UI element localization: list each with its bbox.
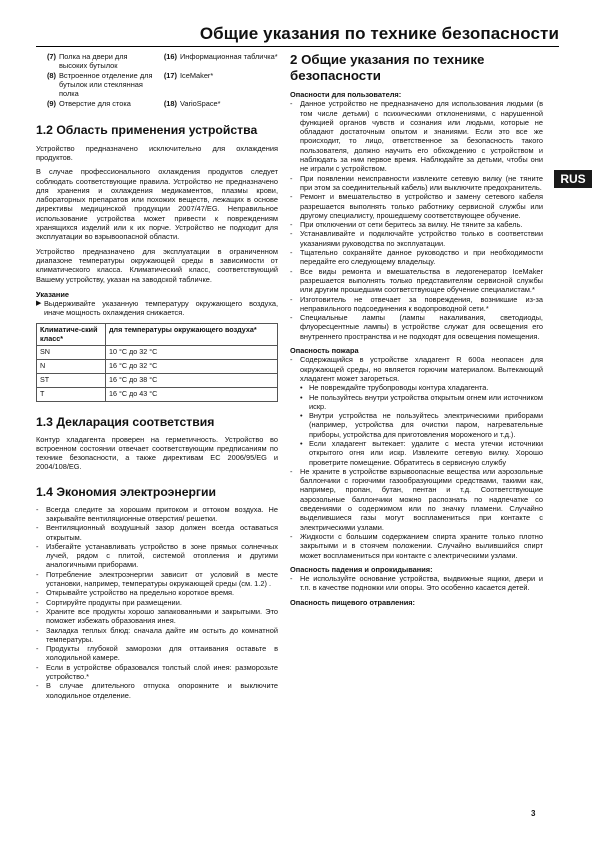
legend-text: VarioSpace* xyxy=(180,99,221,109)
language-tab: RUS xyxy=(554,170,592,188)
arrow-right-icon: ▶ xyxy=(36,300,42,308)
list-item: - Не используйте основание устройства, выдвижные ящики, двери и т.п. в качестве подножки или опоры. Это особенно касается детей. xyxy=(290,574,543,593)
table-row xyxy=(37,360,278,374)
note-label: Указание xyxy=(36,289,70,299)
header-rule xyxy=(36,46,559,47)
list-item: - Данное устройство не предназначено для использования людьми (в том числе детьми) с психическими отклонениями, с нарушенной функцией органов чувств и сознания или людьми, которые не обладают достаточным опытом и знаниями. Если это все же происходит, то лицо, ответственное за безопасность такого пользователя, должно научить его обхождению с устройством и наблюдать за ним первое время. Наблюдайте за детьми, чтобы они не играли с устройством. xyxy=(290,99,543,173)
list-item: - Тщательно сохраняйте данное руководство и при необходимости передайте его следующему владельцу. xyxy=(290,248,543,267)
legend-text: Отверстие для стока xyxy=(59,99,131,109)
list-item: • Внутри устройства не пользуйтесь электрическими приборами (например, устройства для очистки паром, нагревательные приборы, устройства для приготовления мороженого и т.д.). xyxy=(290,411,543,439)
climate-class-table xyxy=(36,323,278,402)
list-item: - Устанавливайте и подключайте устройство только в соответствии указаниями руководства по эксплуатации. xyxy=(290,229,543,248)
list-item: - Все виды ремонта и вмешательства в ледогенератор IceMaker разрешается выполнять только представителям сервисной службы или другим прошедшим соответствующее обучение специалистам.* xyxy=(290,267,543,295)
table-row xyxy=(37,373,278,387)
list-item: - Вентиляционный воздушный зазор должен всегда оставаться открытым. xyxy=(36,523,278,542)
users-danger-title: Опасности для пользователя: xyxy=(290,90,402,99)
list-item: - Если в устройстве образовался толстый слой инея: разморозьте устройство.* xyxy=(36,663,278,682)
list-item: - Специальные лампы (лампы накаливания, светодиоды, флуоресцентные лампы) в устройстве служат для освещения его внутреннего пространства и не подходят для освещения помещения. xyxy=(290,313,543,341)
section-1-3-heading: 1.3 Декларация соответствия xyxy=(36,414,215,429)
legend-number: (17) xyxy=(163,70,177,80)
table-cell: 16 °C до 43 °C xyxy=(106,387,278,401)
energy-saving-list xyxy=(36,505,278,700)
fall-danger-list xyxy=(290,574,543,593)
page-header-title: Общие указания по технике безопасности xyxy=(199,24,559,43)
list-item: - Изготовитель не отвечает за повреждения, возникшие из-за неправильного подсоединения к водопроводной сети.* xyxy=(290,295,543,314)
list-item: - Ремонт и вмешательство в устройство и замену сетевого кабеля разрешается выполнять только работнику сервисной службы или другому специалисту, прошедшему соответствующее обучение. xyxy=(290,192,543,220)
list-item: • Не пользуйтесь внутри устройства открытым огнем или источником искр. xyxy=(290,393,543,412)
legend-text: Встроенное отделение для бутылок или стеклянная полка xyxy=(59,70,153,99)
section-1-2-paragraph: Устройство предназначено исключительно для охлаждения продуктов. xyxy=(36,143,278,162)
legend-item xyxy=(36,52,157,71)
list-item: - Открывайте устройство на предельно короткое время. xyxy=(36,588,278,597)
list-item: - Избегайте устанавливать устройство в зоне прямых солнечных лучей, рядом с плитой, системой отопления и другими аналогичными приборами. xyxy=(36,542,278,570)
table-cell: SN xyxy=(37,346,106,360)
list-item: - Закладка теплых блюд: сначала дайте им остыть до комнатной температуры. xyxy=(36,626,278,645)
list-item: - Потребление электроэнергии зависит от условий в месте установки, например, температуры окружающей среды (см. 1.2) . xyxy=(36,570,278,589)
legend-text: IceMaker* xyxy=(180,70,214,80)
note-text: Выдерживайте указанную температуру окружающего воздуха, иначе мощность охлаждения снижается. xyxy=(44,299,278,318)
table-row xyxy=(37,387,278,401)
list-item: - При отключении от сети беритесь за вилку. Не тяните за кабель. xyxy=(290,220,543,229)
legend-item xyxy=(36,71,157,99)
page-number: 3 xyxy=(531,809,536,818)
table-cell: T xyxy=(37,387,106,401)
section-1-4-heading: 1.4 Экономия электроэнергии xyxy=(36,484,216,499)
users-danger-list xyxy=(290,99,543,341)
list-item: - Сортируйте продукты при размещении. xyxy=(36,598,278,607)
list-item: - В случае длительного отпуска опорожните и выключите холодильное отделение. xyxy=(36,681,278,700)
fire-danger-title: Опасность пожара xyxy=(290,346,359,356)
fire-intro-list xyxy=(290,355,543,383)
table-cell: N xyxy=(37,360,106,374)
figure-legend xyxy=(36,52,278,109)
list-item: - При появлении неисправности извлеките сетевую вилку (не тяните при этом за соединительный кабель) или выключите предохранитель. xyxy=(290,174,543,193)
section-1-2-heading: 1.2 Область применения устройства xyxy=(36,122,258,137)
food-poisoning-title: Опасность пищевого отравления: xyxy=(290,597,416,607)
legend-number: (7) xyxy=(46,52,56,61)
table-row xyxy=(37,346,278,360)
section-1-2-paragraph: Устройство предназначено для эксплуатации в ограниченном диапазоне температуры окружающей среды в зависимости от климатического класса. Климатический класс, соответствующий Вашему устройству, указан на заводской табличке. xyxy=(36,246,278,284)
list-item: • Не повреждайте трубопроводы контура хладагента. xyxy=(290,383,543,392)
legend-number: (16) xyxy=(163,52,177,61)
table-cell: 16 °C до 32 °C xyxy=(106,360,278,374)
list-item: - Жидкости с большим содержанием спирта храните только плотно закрытыми и в стоячем положении. Случайно вылившийся спирт может воспламениться при контакте с электрическими узлами. xyxy=(290,532,543,560)
legend-number: (18) xyxy=(163,99,177,109)
right-column xyxy=(290,52,543,607)
fire-bullet-list xyxy=(290,383,543,467)
section-2-heading: 2 Общие указания по технике безопасности xyxy=(290,52,485,83)
list-item: - Продукты глубокой заморозки для оттаивания оставьте в холодильной камере. xyxy=(36,644,278,663)
list-item: - Всегда следите за хорошим притоком и оттоком воздуха. Не закрывайте вентиляционные отверстия/ решетки. xyxy=(36,505,278,524)
legend-text: Информационная табличка* xyxy=(180,52,278,61)
table-header-row xyxy=(37,323,278,346)
left-column xyxy=(36,52,278,700)
table-header-cell: Климатиче-ский класс* xyxy=(37,323,106,346)
section-1-2-paragraph: В случае профессионального охлаждения продуктов следует соблюдать соответствующие правила. Устройство не предназначено для хранения и охлаждения медикаментов, плазмы крови, лабораторных препаратов или похожих веществ, лежащих в основе директивы медицинской продукции 2007/47/EG. Неправильное использование устройства может привести к повреждениям хранящихся изделий или к их порче. Устройство не подходит для эксплуатации во взрывоопасной области. xyxy=(36,167,278,242)
table-cell: 10 °C до 32 °C xyxy=(106,346,278,360)
list-item: - Не храните в устройстве взрывоопасные вещества или аэрозольные баллончики с горючими газообразующими средствами, такими как, например, пропан, бутан, пентан и т.д. Соответствующие аэрозольные баллончики можно распознать по надпечатке со сведениями о содержимом или по значку пламени. Случайно выделившиеся газы могут воспламениться при контакте с электрическими узлами. xyxy=(290,467,543,532)
fire-danger-list xyxy=(290,467,543,560)
list-item: - Храните все продукты хорошо запакованными и закрытыми. Это поможет избежать образования инея. xyxy=(36,607,278,626)
table-cell: ST xyxy=(37,373,106,387)
section-1-3-paragraph: Контур хладагента проверен на герметичность. Устройство во встроенном состоянии отвечает соответствующим предписаниям по технике безопасности, а также директивам EC 2006/95/EG и 2004/108/EG. xyxy=(36,434,278,472)
legend-item xyxy=(157,52,278,71)
legend-text: Полка на двери для высоких бутылок xyxy=(59,52,128,71)
fall-danger-title: Опасность падения и опрокидывания: xyxy=(290,564,433,574)
legend-item xyxy=(157,99,278,108)
legend-number: (8) xyxy=(46,70,56,80)
list-item: - Содержащийся в устройстве хладагент R 600a неопасен для окружающей среды, но является горючим материалом. Вытекающий хладагент может загореться. xyxy=(290,355,543,383)
note xyxy=(36,299,278,318)
table-cell: 16 °C до 38 °C xyxy=(106,373,278,387)
legend-item xyxy=(36,99,157,108)
table-header-cell: для температуры окружающего воздуха* xyxy=(106,323,278,346)
list-item: • Если хладагент вытекает: удалите с места утечки источники открытого огня или искр. Извлеките сетевую вилку. Хорошо проветрите помещение. Обратитесь в сервисную службу xyxy=(290,439,543,467)
legend-item xyxy=(157,71,278,99)
legend-number: (9) xyxy=(46,99,56,109)
